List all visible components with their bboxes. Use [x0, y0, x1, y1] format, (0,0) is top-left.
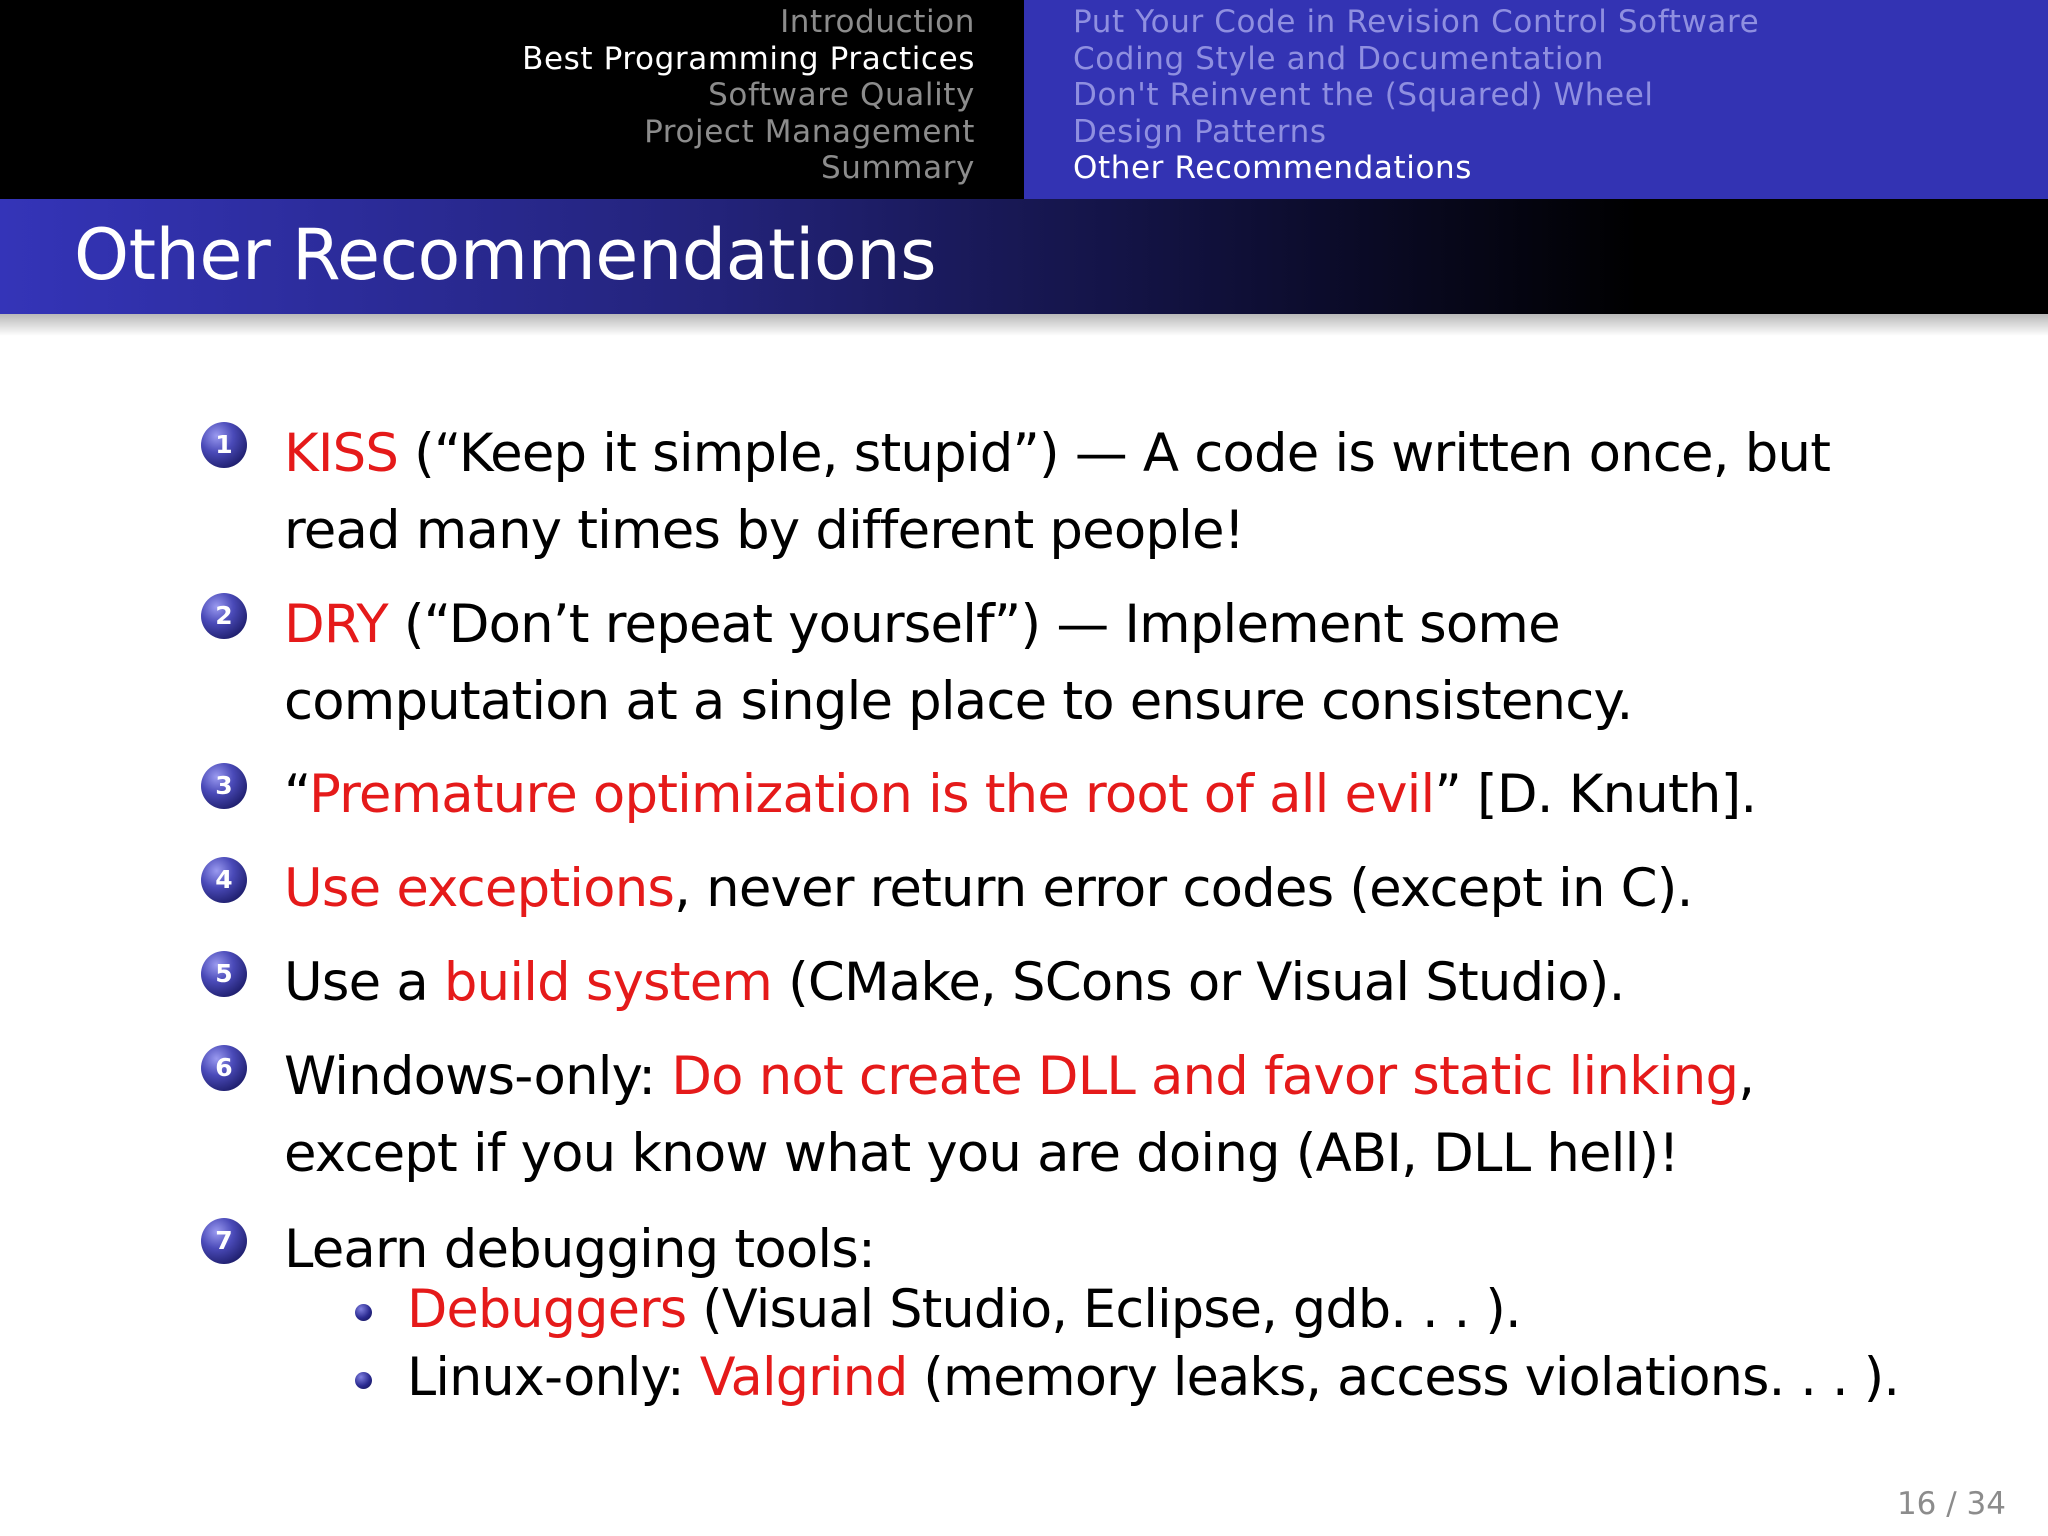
body-text: ” [D. Knuth].	[1434, 764, 1757, 825]
highlight-text: DRY	[284, 594, 388, 655]
highlight-text: Premature optimization is the root of all evil	[308, 764, 1435, 825]
highlight-text: Do not create DLL and favor static linking	[671, 1046, 1739, 1107]
nav-section-introduction[interactable]: Introduction	[780, 4, 975, 40]
body-text: (“Keep it simple, stupid”) — A code is written once, but	[398, 423, 1831, 484]
item-text-line	[284, 663, 2009, 740]
body-text: (“Don’t repeat yourself”) — Implement some	[387, 594, 1560, 655]
nav-subsection-other-recommendations[interactable]: Other Recommendations	[1073, 150, 1473, 186]
nav-section-summary[interactable]: Summary	[820, 150, 975, 186]
body-text: (Visual Studio, Eclipse, gdb. . . ).	[686, 1279, 1521, 1340]
highlight-text: build system	[443, 952, 773, 1013]
item-number-ball: 7	[201, 1218, 247, 1264]
bullet-icon	[355, 1304, 372, 1321]
section-navigation	[0, 0, 1024, 199]
item-text-line	[284, 492, 2009, 569]
item-text-line	[284, 850, 2009, 927]
item-number-ball: 6	[201, 1045, 247, 1091]
highlight-text: Valgrind	[699, 1347, 908, 1408]
body-text: (memory leaks, access violations. . . ).	[907, 1347, 1900, 1408]
body-text: ,	[1738, 1046, 1755, 1107]
item-text-line	[284, 756, 2009, 833]
body-text: read many times by different people!	[284, 500, 1245, 561]
body-text: Windows-only:	[284, 1046, 672, 1107]
body-text: except if you know what you are doing (ABI, DLL hell)!	[284, 1123, 1679, 1184]
nav-subsection-reinvent-wheel[interactable]: Don't Reinvent the (Squared) Wheel	[1073, 77, 1654, 113]
highlight-text: KISS	[284, 423, 399, 484]
body-text: (CMake, SCons or Visual Studio).	[772, 952, 1625, 1013]
body-text: , never return error codes (except in C).	[674, 858, 1693, 919]
nav-subsection-coding-style[interactable]: Coding Style and Documentation	[1073, 40, 1604, 77]
item-text-line	[284, 415, 2009, 492]
page-number: 16 / 34	[1896, 1486, 2006, 1522]
subsection-list	[1073, 4, 1759, 187]
item-number-ball: 3	[201, 763, 247, 809]
item-number-ball: 5	[201, 951, 247, 997]
highlight-text: Use exceptions	[284, 858, 675, 919]
highlight-text: Debuggers	[407, 1279, 687, 1340]
item-text-line	[284, 944, 2009, 1021]
nav-subsection-design-patterns[interactable]: Design Patterns	[1073, 113, 1327, 150]
sub-item-text	[407, 1275, 2008, 1345]
frame-title: Other Recommendations	[74, 214, 937, 296]
item-text-line	[284, 586, 2009, 663]
bullet-icon	[355, 1372, 372, 1389]
section-list	[522, 4, 975, 187]
sub-item-text	[407, 1343, 2008, 1413]
nav-section-software-quality[interactable]: Software Quality	[708, 77, 975, 113]
item-number-ball: 1	[201, 422, 247, 468]
nav-section-project-management[interactable]: Project Management	[644, 113, 975, 150]
subsection-navigation	[1024, 0, 2048, 199]
body-text: computation at a single place to ensure consistency.	[284, 671, 1633, 732]
title-bar-shadow	[0, 314, 2048, 336]
nav-subsection-revision-control[interactable]: Put Your Code in Revision Control Software	[1073, 4, 1760, 40]
body-text: Use a	[284, 952, 444, 1013]
body-text: Linux-only:	[407, 1347, 700, 1408]
body-text: “	[284, 764, 309, 825]
nav-section-best-programming-practices[interactable]: Best Programming Practices	[522, 40, 975, 77]
body-text: Learn debugging tools:	[284, 1219, 876, 1280]
item-number-ball: 2	[201, 593, 247, 639]
item-number-ball: 4	[201, 857, 247, 903]
item-text-line	[284, 1038, 2009, 1115]
item-text-line	[284, 1115, 2009, 1192]
